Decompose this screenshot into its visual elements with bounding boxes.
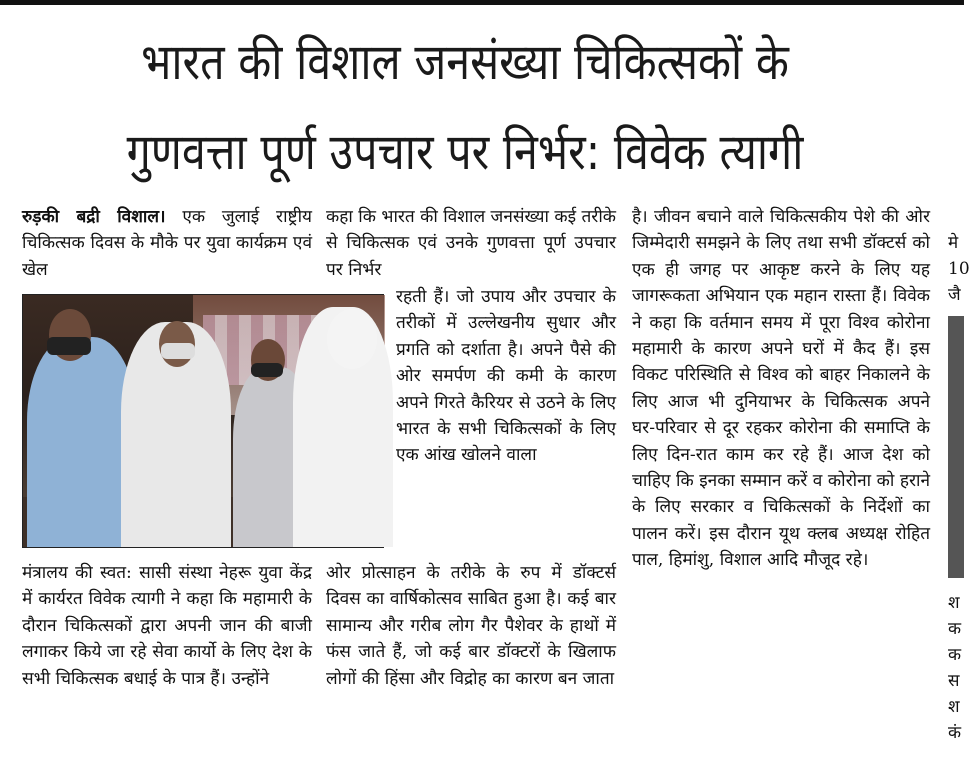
article-column-3 (632, 204, 930, 574)
adjacent-fragment: जै (948, 285, 961, 305)
adjacent-fragment: श (948, 697, 960, 717)
article-column-1-top (22, 204, 312, 283)
headline-line-2: गुणवत्ता पूर्ण उपचार पर निर्भर: विवेक त्यागी (126, 123, 804, 181)
top-rule (0, 0, 964, 5)
adjacent-fragment: 10 (948, 259, 970, 279)
col2-bottom-text: ओर प्रोत्साहन के तरीके के रुप में डॉक्टर्स दिवस का वार्षिकोत्सव साबित हुआ है। कई बार सामान्य और गरीब लोग गैर पैशेवर के हाथों में फंस जाते हैं, जो कई बार डॉक्टरों के खिलाफ लोगों की हिंसा और विद्रोह का कारण बन जाता (326, 563, 616, 689)
adjacent-fragment: क (948, 619, 962, 639)
adjacent-fragment: श (948, 593, 960, 613)
col2-top-text: कहा कि भारत की विशाल जनसंख्या कई तरीके से चिकित्सक एवं उनके गुणवत्ता पूर्ण उपचार पर निर्भर (326, 207, 616, 280)
adjacent-fragment: मे (948, 233, 959, 253)
article-column-2-bottom (326, 560, 616, 692)
article-column-2-top (326, 204, 616, 283)
adjacent-fragment: स (948, 671, 960, 691)
article-column-1-bottom (22, 560, 312, 692)
col3-text: है। जीवन बचाने वाले चिकित्सकीय पेशे की ओर जिम्मेदारी समझने के लिए तथा सभी डॉक्टर्स को एक ही जगह पर आकृष्ट करने के लिए यह जागरूकता अभियान एक महान रास्ता हैं। विवेक ने कहा कि वर्तमान समय में पूरा विश्व कोरोना महामारी के कारण अपने घरों में कैद हैं। इस विकट परिस्थिति से विश्व को बाहर निकालने के लिए आज भी दुनियाभर के चिकित्सक अपने घर-परिवार से दूर रहकर कोरोना की समाप्ति के लिए दिन-रात काम कर रहे हैं। आज देश को चाहिए कि इनका सम्मान करें व कोरोना को हराने के लिए सरकार व चिकित्सकों के निर्देशों का पालन करें। इस दौरान यूथ क्लब अध्यक्ष रोहित पाल, हिमांशु, विशाल आदि मौजूद रहे। (632, 207, 930, 571)
col1-top-text: एक जुलाई राष्ट्रीय चिकित्सक दिवस के मौके पर युवा कार्यक्रम एवं खेल (22, 207, 312, 280)
article-photo (22, 294, 384, 548)
byline: रुड़की बद्री विशाल। (22, 207, 166, 227)
adjacent-fragment: क (948, 645, 962, 665)
col1-bottom-text: मंत्रालय की स्वत: सासी संस्था नेहरू युवा केंद्र में कार्यरत विवेक त्यागी ने कहा कि महामारी के दौरान चिकित्सकों द्वारा अपनी जान की बाजी लगाकर किये जा रहे सेवा कार्यो के लिए देश के सभी चिकित्सक बधाई के पात्र हैं। उन्होंने (22, 563, 312, 689)
adjacent-fragment: कं (948, 723, 962, 743)
headline-line-1: भारत की विशाल जनसंख्या चिकित्सकों के (141, 33, 789, 91)
col2-wrap-text: रहती हैं। जो उपाय और उपचार के तरीकों में उल्लेखनीय सुधार और प्रगति को दर्शाता है। अपने पैसे की ओर समर्पण की कमी के कारण अपने गिरते कैरियर से उठने के लिए भारत के सभी चिकित्सकों के लिए एक आंख खोलने वाला (396, 287, 616, 466)
adjacent-photo (948, 316, 964, 578)
article-column-2-wrap (396, 284, 616, 469)
